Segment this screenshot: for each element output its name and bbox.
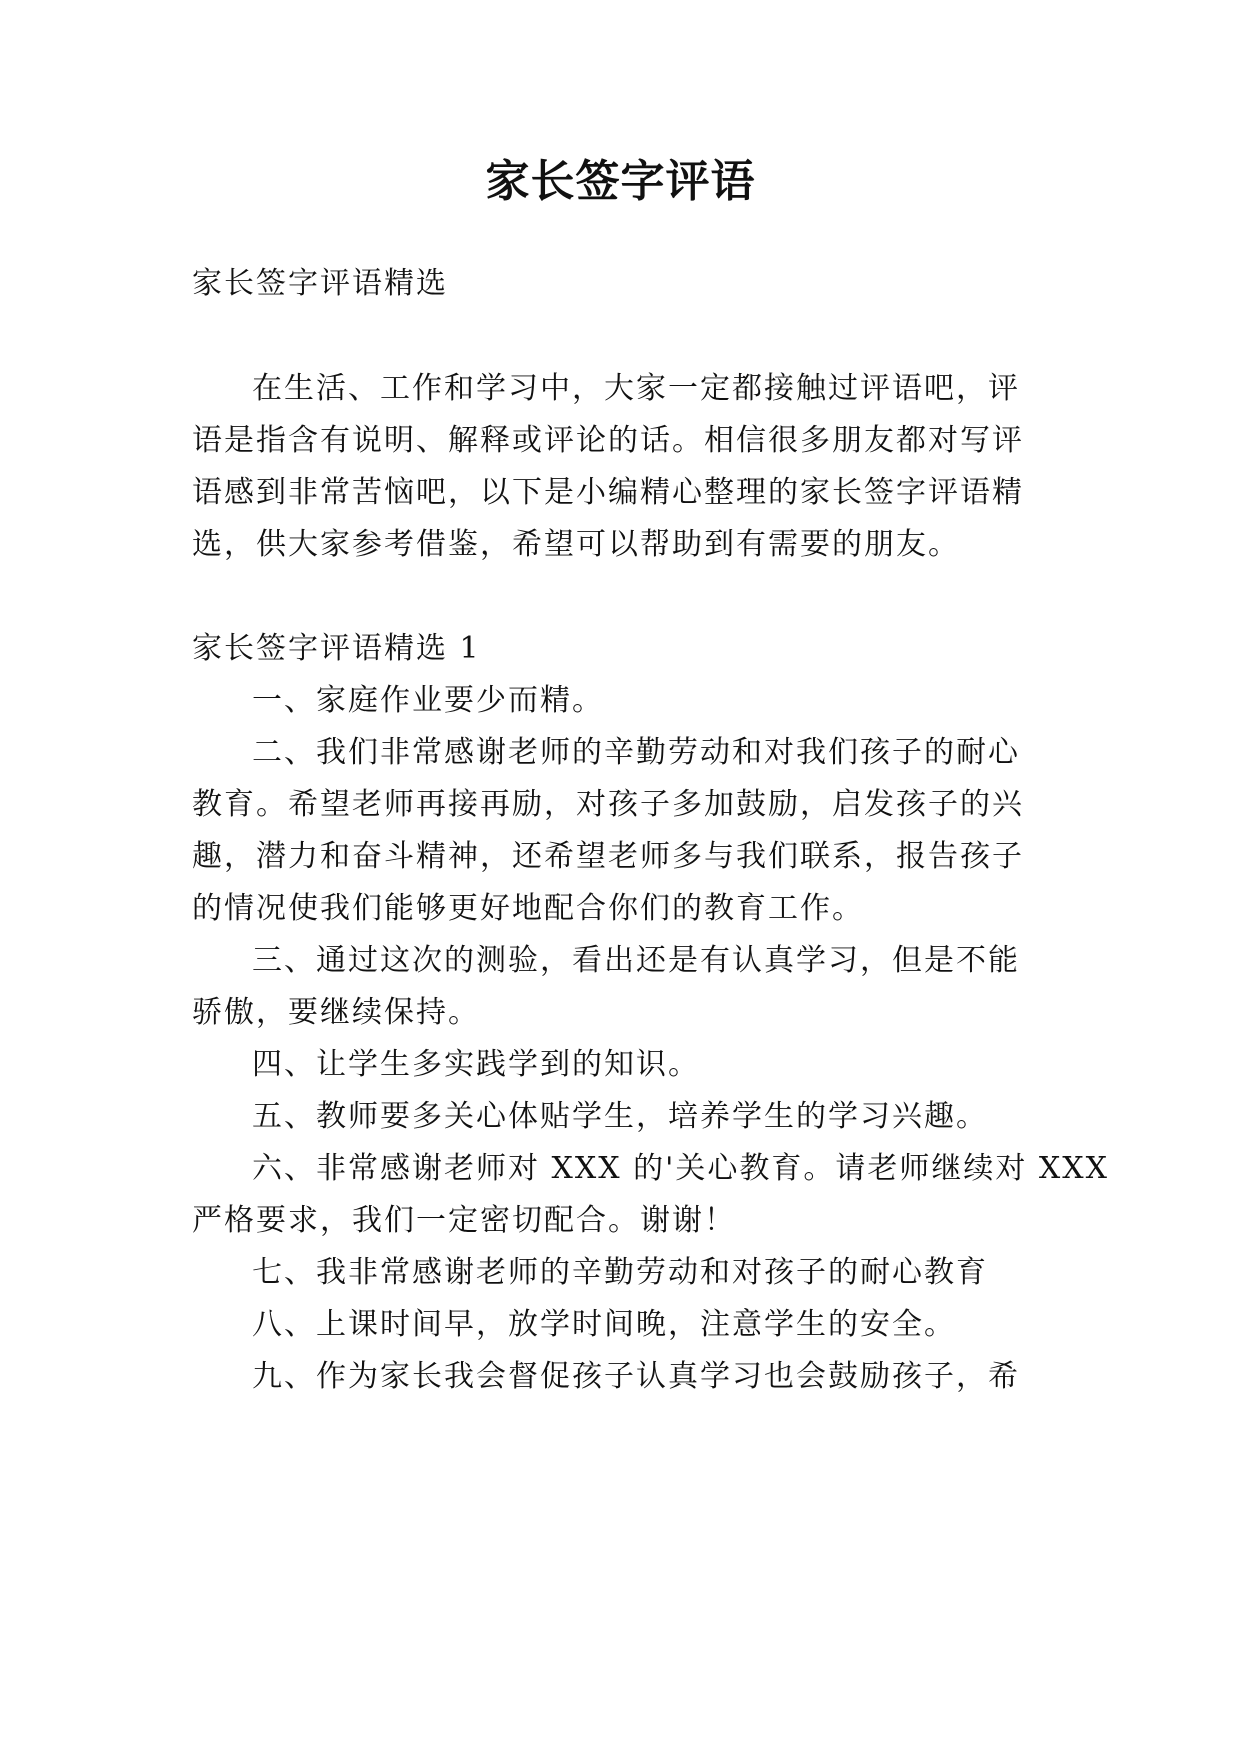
intro-line-1: 在生活、工作和学习中，大家一定都接触过评语吧，评 bbox=[252, 371, 1020, 406]
item-2-line-2: 教育。希望老师再接再励，对孩子多加鼓励，启发孩子的兴 bbox=[192, 787, 1024, 822]
item-3-line-1: 三、通过这次的测验，看出还是有认真学习，但是不能 bbox=[252, 943, 1020, 978]
item-7-line-1: 七、我非常感谢老师的辛勤劳动和对孩子的耐心教育 bbox=[252, 1255, 988, 1290]
section-heading: 家长签字评语精选 1 bbox=[192, 631, 481, 666]
document-title: 家长签字评语 bbox=[485, 156, 756, 207]
item-6-line-2: 严格要求，我们一定密切配合。谢谢！ bbox=[192, 1203, 736, 1238]
item-6-line-1: 六、非常感谢老师对 XXX 的'关心教育。请老师继续对 XXX bbox=[252, 1151, 1109, 1186]
item-8-line-1: 八、上课时间早，放学时间晚，注意学生的安全。 bbox=[252, 1307, 956, 1342]
intro-line-2: 语是指含有说明、解释或评论的话。相信很多朋友都对写评 bbox=[192, 423, 1024, 458]
item-9-line-1: 九、作为家长我会督促孩子认真学习也会鼓励孩子，希 bbox=[252, 1359, 1020, 1394]
item-3-line-2: 骄傲，要继续保持。 bbox=[192, 995, 480, 1030]
item-2-line-3: 趣，潜力和奋斗精神，还希望老师多与我们联系，报告孩子 bbox=[192, 839, 1024, 874]
item-2-line-1: 二、我们非常感谢老师的辛勤劳动和对我们孩子的耐心 bbox=[252, 735, 1020, 770]
intro-line-3: 语感到非常苦恼吧，以下是小编精心整理的家长签字评语精 bbox=[192, 475, 1024, 510]
item-1-line-1: 一、家庭作业要少而精。 bbox=[252, 683, 604, 718]
item-2-line-4: 的情况使我们能够更好地配合你们的教育工作。 bbox=[192, 891, 864, 926]
intro-line-4: 选，供大家参考借鉴，希望可以帮助到有需要的朋友。 bbox=[192, 527, 960, 562]
item-4-line-1: 四、让学生多实践学到的知识。 bbox=[252, 1047, 700, 1082]
item-5-line-1: 五、教师要多关心体贴学生，培养学生的学习兴趣。 bbox=[252, 1099, 988, 1134]
subtitle: 家长签字评语精选 bbox=[192, 266, 448, 301]
